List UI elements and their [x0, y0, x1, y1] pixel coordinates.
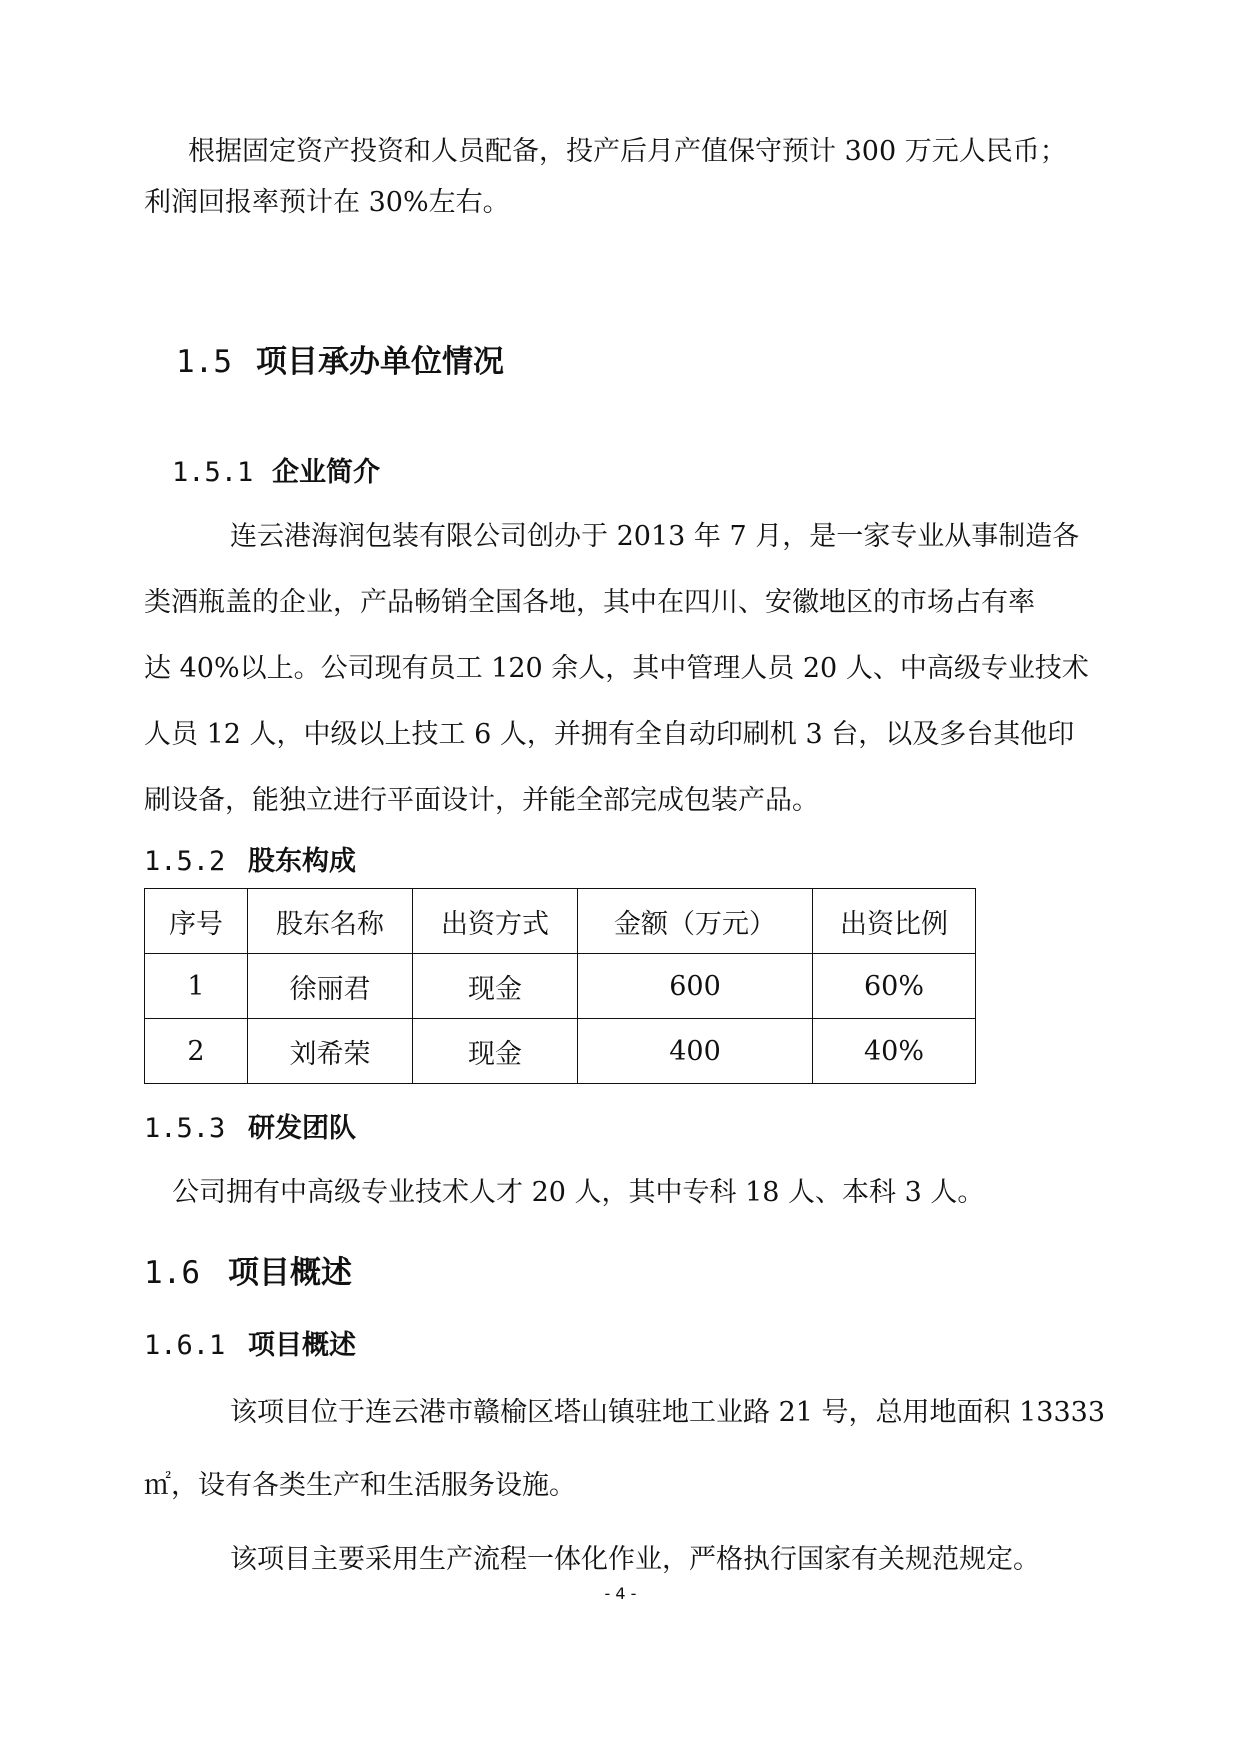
- section-title: 研发团队: [248, 1113, 356, 1144]
- section-heading-1-5-3: [144, 1106, 356, 1145]
- table-header-cell: 出资方式: [413, 889, 578, 954]
- table-header-row: [145, 889, 976, 954]
- rd-team-text: 公司拥有中高级专业技术人才 20 人，其中专科 18 人、本科 3 人。: [172, 1177, 985, 1208]
- intro-line-1: 根据固定资产投资和人员配备，投产后月产值保守预计 300 万元人民币；: [188, 136, 1067, 167]
- table-row: [145, 954, 976, 1019]
- section-title: 股东构成: [248, 846, 356, 877]
- section-number: 1.6: [144, 1255, 200, 1291]
- section-heading-1-6: [144, 1247, 352, 1292]
- section-heading-1-5: [176, 336, 504, 381]
- table-cell: 40%: [813, 1019, 976, 1084]
- section-heading-1-5-2: [144, 839, 356, 878]
- section-number: 1.5.3: [144, 1113, 226, 1144]
- overview-paragraph-2: 该项目主要采用生产流程一体化作业，严格执行国家有关规范规定。: [230, 1544, 1040, 1575]
- table-cell: 600: [578, 954, 813, 1019]
- intro-line-2: 利润回报率预计在 30%左右。: [144, 187, 510, 218]
- company-intro-line: 刷设备，能独立进行平面设计，并能全部完成包装产品。: [144, 785, 819, 816]
- shareholder-table: [144, 888, 976, 1084]
- company-intro-line: 达 40%以上。公司现有员工 120 余人，其中管理人员 20 人、中高级专业技术: [144, 653, 1089, 684]
- overview-line-2: ㎡，设有各类生产和生活服务设施。: [144, 1470, 576, 1501]
- page-number: - 4 -: [604, 1584, 637, 1603]
- table-cell: 刘希荣: [248, 1019, 413, 1084]
- table-cell: 徐丽君: [248, 954, 413, 1019]
- section-number: 1.5: [176, 344, 232, 380]
- table-cell: 60%: [813, 954, 976, 1019]
- company-intro-line: 人员 12 人，中级以上技工 6 人，并拥有全自动印刷机 3 台，以及多台其他印: [144, 719, 1075, 750]
- overview-line-1: 该项目位于连云港市赣榆区塔山镇驻地工业路 21 号，总用地面积 13333: [230, 1397, 1105, 1428]
- section-title: 项目概述: [228, 1255, 352, 1291]
- company-intro-line: 类酒瓶盖的企业，产品畅销全国各地，其中在四川、安徽地区的市场占有率: [144, 587, 1035, 618]
- section-heading-1-6-1: [144, 1323, 356, 1362]
- table-cell: 2: [145, 1019, 248, 1084]
- table-cell: 1: [145, 954, 248, 1019]
- table-header-cell: 股东名称: [248, 889, 413, 954]
- section-title: 企业简介: [272, 457, 380, 488]
- section-title: 项目承办单位情况: [256, 344, 504, 380]
- company-intro-line: 连云港海润包装有限公司创办于 2013 年 7 月，是一家专业从事制造各: [230, 521, 1080, 552]
- section-number: 1.6.1: [144, 1330, 226, 1361]
- table-header-cell: 序号: [145, 889, 248, 954]
- section-heading-1-5-1: [172, 450, 380, 489]
- table-header-cell: 金额（万元）: [578, 889, 813, 954]
- table-header-cell: 出资比例: [813, 889, 976, 954]
- table-cell: 现金: [413, 1019, 578, 1084]
- table-cell: 400: [578, 1019, 813, 1084]
- table-row: [145, 1019, 976, 1084]
- table-cell: 现金: [413, 954, 578, 1019]
- section-number: 1.5.2: [144, 846, 226, 877]
- section-number: 1.5.1: [172, 457, 254, 488]
- section-title: 项目概述: [248, 1330, 356, 1361]
